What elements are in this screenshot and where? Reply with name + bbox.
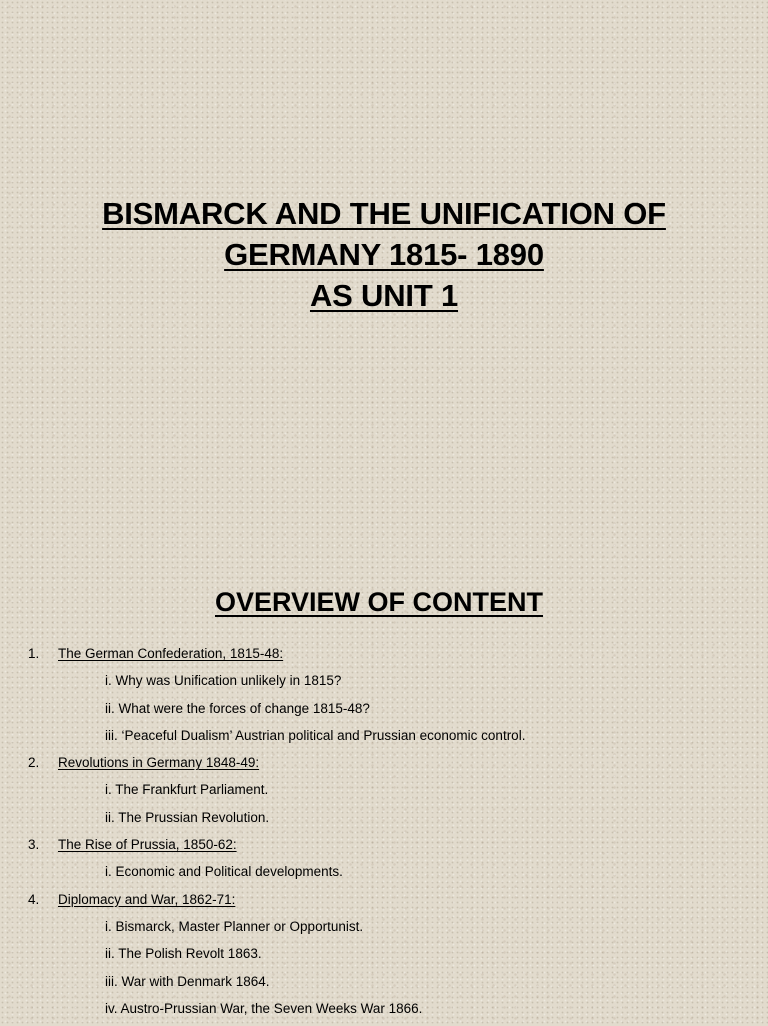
subsection-item: iv. Austro-Prussian War, the Seven Weeks War 1866.	[105, 1000, 423, 1016]
section-row	[0, 890, 768, 917]
subsection-row	[0, 944, 768, 971]
title-line: BISMARCK AND THE UNIFICATION OF	[102, 196, 666, 231]
section-row	[0, 753, 768, 780]
subsection-item: ii. The Polish Revolt 1863.	[105, 946, 262, 962]
subsection-row	[0, 780, 768, 807]
subsection-item: i. Why was Unification unlikely in 1815?	[105, 673, 342, 689]
subsection-row	[0, 671, 768, 698]
subsection-item: ii. What were the forces of change 1815-48?	[105, 700, 370, 716]
subsection-item: i. Bismarck, Master Planner or Opportunist.	[105, 918, 364, 934]
subsection-row	[0, 808, 768, 835]
subsection-row	[0, 972, 768, 999]
subsection-row	[0, 862, 768, 889]
title-line: AS UNIT 1	[309, 278, 459, 313]
section-heading: Revolutions in Germany 1848-49:	[58, 755, 260, 771]
subsection-item: iii. ‘Peaceful Dualism’ Austrian political and Prussian economic control.	[105, 727, 526, 743]
section-heading: The German Confederation, 1815-48:	[58, 646, 284, 661]
subsection-row	[0, 917, 768, 944]
section-heading: The Rise of Prussia, 1850-62:	[58, 837, 237, 853]
section-heading: Diplomacy and War, 1862-71:	[58, 891, 236, 907]
section-number: 3.	[28, 837, 40, 853]
section-row	[0, 835, 768, 862]
section-row	[0, 644, 768, 671]
subsection-item: iii. War with Denmark 1864.	[105, 973, 270, 989]
title-line: GERMANY 1815- 1890	[224, 237, 544, 272]
overview-heading: OVERVIEW OF CONTENT	[214, 587, 544, 617]
section-number: 2.	[28, 755, 40, 771]
subsection-item: ii. The Prussian Revolution.	[105, 809, 270, 825]
section-number: 4.	[28, 891, 40, 907]
subsection-item: i. Economic and Political developments.	[105, 864, 343, 880]
subsection-row	[0, 999, 768, 1026]
document-title	[0, 193, 768, 316]
section-number: 1.	[28, 646, 40, 661]
subsection-row	[0, 726, 768, 753]
subsection-item: i. The Frankfurt Parliament.	[105, 782, 269, 798]
subsection-row	[0, 699, 768, 726]
contents-list	[0, 644, 768, 1026]
